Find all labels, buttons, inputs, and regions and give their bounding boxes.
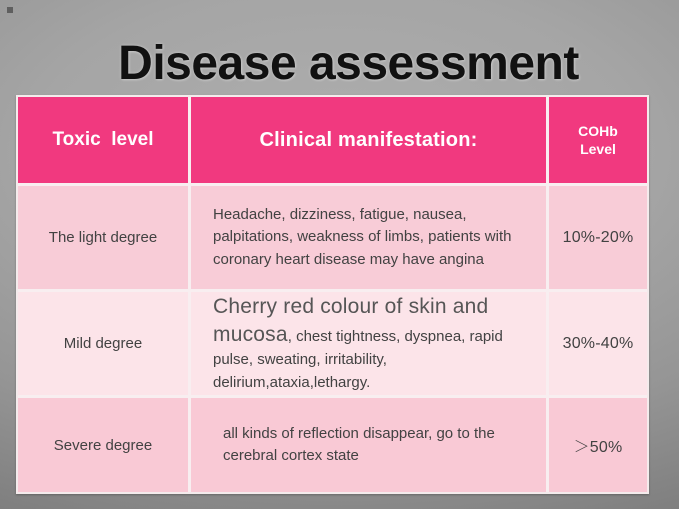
row2-toxic-level-text: Mild degree <box>63 335 143 352</box>
column-header-clinical-manifestation <box>191 97 546 183</box>
row2-manifestation-emphasis-text: Cherry red colour of skin and mucosa <box>213 294 489 346</box>
assessment-table <box>16 95 649 494</box>
row1-cohb-text: 10%-20% <box>562 228 634 246</box>
row2-manifestation-rest-text: , chest tightness, dyspnea, rapid pulse, sweating, irritability, delirium,ataxia,lethargy. <box>213 328 503 391</box>
column-header-cohb-level-label: COHb Level <box>578 122 622 157</box>
row2-cohb-cell <box>549 292 647 395</box>
row1-cohb-cell <box>549 186 647 289</box>
corner-artifact <box>0 0 13 13</box>
row1-manifestation-cell <box>191 186 546 289</box>
page-title: Disease assessment <box>118 37 579 90</box>
column-header-clinical-manifestation-label: Clinical manifestation: <box>259 128 478 151</box>
row3-toxic-level-text: Severe degree <box>53 436 153 454</box>
row3-manifestation-text: all kinds of reflection disappear, go to the cerebral cortex state <box>223 424 495 464</box>
column-header-cohb-level <box>549 97 647 183</box>
row1-manifestation-text: Headache, dizziness, fatigue, nausea, palpitations, weakness of limbs, patients with coronary heart disease may have angina <box>213 205 512 268</box>
row3-manifestation-cell <box>191 398 546 492</box>
row2-cohb-text: 30%-40% <box>562 334 634 352</box>
row3-toxic-level-cell <box>18 398 188 492</box>
row1-toxic-level-cell <box>18 186 188 289</box>
row3-cohb-cell <box>549 398 647 492</box>
row2-manifestation-cell <box>191 292 546 395</box>
row1-toxic-level-text: The light degree <box>48 229 158 246</box>
row2-toxic-level-cell <box>18 292 188 395</box>
column-header-toxic-level-label: Toxic level <box>52 129 154 150</box>
column-header-toxic-level <box>18 97 188 183</box>
row2-manifestation-text <box>213 293 534 395</box>
row3-cohb-text: ＞50% <box>573 438 623 456</box>
